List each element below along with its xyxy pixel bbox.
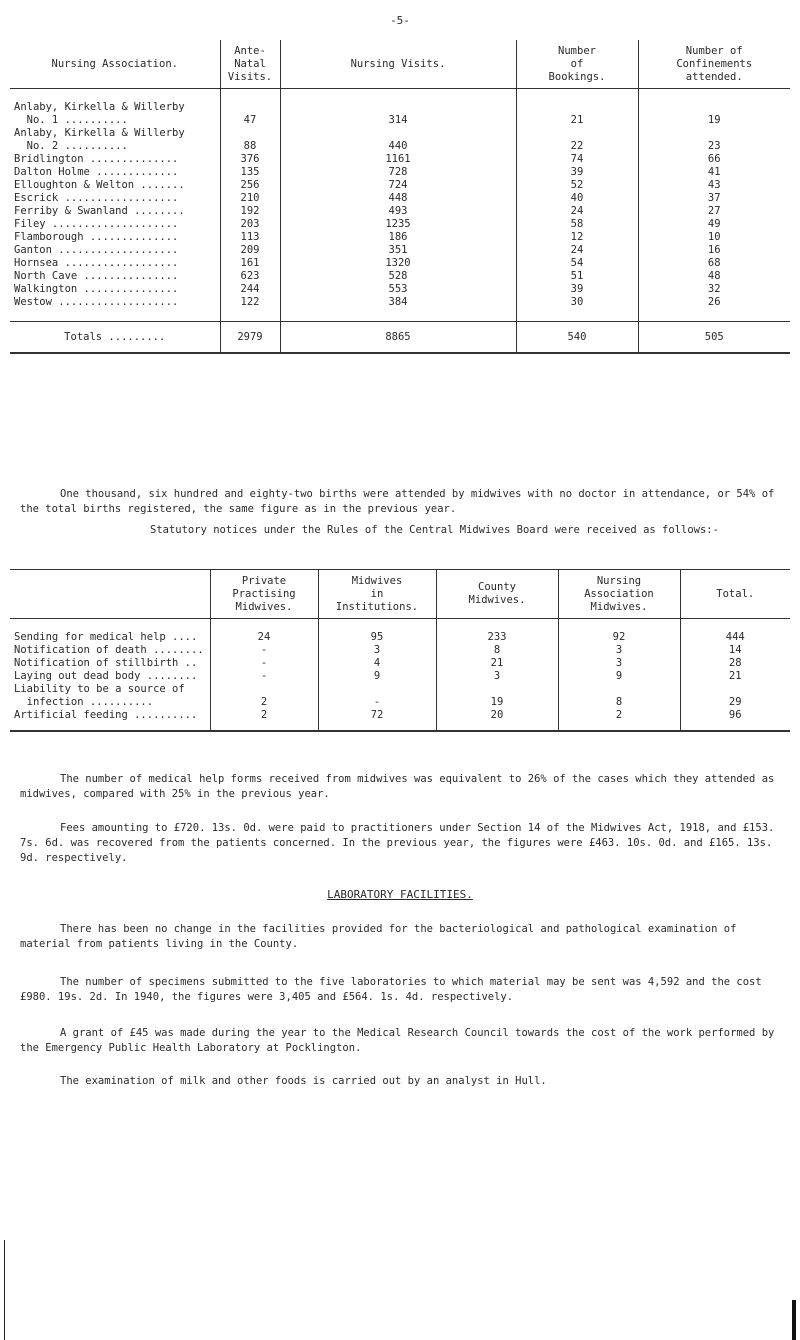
header-nursing-association-midwives: Nursing Association Midwives. (558, 570, 680, 619)
county-count: 3 (436, 670, 558, 683)
totals-label: Totals ......... (10, 322, 220, 354)
confinements: 43 (638, 179, 790, 192)
association-name: Bridlington .............. (14, 153, 179, 165)
association-name: North Cave ............... (14, 270, 179, 282)
nursing-association-table (10, 40, 790, 354)
ante-natal-visits: 113 (220, 231, 280, 244)
nursing-visits: 351 (280, 244, 516, 257)
ante-natal-visits: 122 (220, 296, 280, 322)
confinements: 41 (638, 166, 790, 179)
confinements: 26 (638, 296, 790, 322)
paragraph-facilities: There has been no change in the facilities provided for the bacteriological and pathological examination of material from patients living in the County. (20, 923, 737, 950)
table-row (10, 179, 790, 192)
association-name: Walkington ............... (14, 283, 179, 295)
notice-type: Artificial feeding .......... (10, 709, 210, 731)
page-number: -5- (390, 14, 410, 27)
association-name: Anlaby, Kirkella & Willerby No. 2 .......... (14, 127, 185, 152)
ante-natal-visits: 47 (220, 89, 280, 128)
totals-confinements: 505 (638, 322, 790, 354)
ante-natal-visits: 209 (220, 244, 280, 257)
notice-type: Sending for medical help .... (14, 631, 198, 643)
notice-type: Notification of stillbirth .. (14, 657, 198, 669)
association-name: Filey .................... (14, 218, 179, 230)
ante-natal-visits: 244 (220, 283, 280, 296)
confinements: 68 (638, 257, 790, 270)
private-practising-count: 24 (210, 619, 318, 645)
header-number-of-bookings: Number of Bookings. (516, 40, 638, 89)
table-row (10, 296, 790, 322)
bookings: 21 (516, 89, 638, 128)
institutions-count: 95 (318, 619, 436, 645)
header-nursing-visits: Nursing Visits. (280, 40, 516, 89)
notice-type: Notification of death ........ (14, 644, 204, 656)
table-row (10, 657, 790, 670)
header-number-of-confinements: Number of Confinements attended. (638, 40, 790, 89)
institutions-count: - (318, 683, 436, 709)
header-nursing-association: Nursing Association. (10, 40, 220, 89)
nursing-visits: 1235 (280, 218, 516, 231)
bookings: 58 (516, 218, 638, 231)
institutions-count: 72 (318, 709, 436, 731)
bookings: 30 (516, 296, 638, 322)
bookings: 52 (516, 179, 638, 192)
ante-natal-visits: 135 (220, 166, 280, 179)
total-count: 96 (680, 709, 790, 731)
nursing-visits: 314 (280, 89, 516, 128)
county-count: 8 (436, 644, 558, 657)
notice-type: Laying out dead body ........ (14, 670, 198, 682)
paragraph-grant: A grant of £45 was made during the year to the Medical Research Council towards the cost of the work performed by the Emergency Public Health Laboratory at Pocklington. (20, 1027, 775, 1054)
total-count: 29 (680, 683, 790, 709)
institutions-count: 9 (318, 670, 436, 683)
private-practising-count: 2 (210, 709, 318, 731)
header-private-practising-midwives: Private Practising Midwives. (210, 570, 318, 619)
table-row (10, 644, 790, 657)
nursing-visits: 528 (280, 270, 516, 283)
table-row (10, 670, 790, 683)
table-row (10, 205, 790, 218)
nursing-visits: 728 (280, 166, 516, 179)
totals-ante-natal: 2979 (220, 322, 280, 354)
private-practising-count: - (210, 657, 318, 670)
header-notice-type (10, 570, 210, 619)
bookings: 40 (516, 192, 638, 205)
table-row (10, 153, 790, 166)
bookings: 22 (516, 127, 638, 153)
bookings: 12 (516, 231, 638, 244)
association-name: Hornsea .................. (14, 257, 179, 269)
paragraph-fees: Fees amounting to £720. 13s. 0d. were paid to practitioners under Section 14 of the Midwives Act, 1918, and £153. 7s. 6d. was recovered from the patients concerned. In the previous year, the figures were £463. 10s. 0d. and £165. 13s. 9d. respectively. (20, 822, 775, 864)
association-name: Escrick .................. (14, 192, 179, 204)
table-row (10, 166, 790, 179)
nursing-visits: 724 (280, 179, 516, 192)
paragraph-specimens: The number of specimens submitted to the five laboratories to which material may be sent was 4,592 and the cost £980. 19s. 2d. In 1940, the figures were 3,405 and £564. 1s. 4d. respectively. (20, 976, 762, 1003)
header-total: Total. (680, 570, 790, 619)
table-row (10, 709, 790, 731)
table-header-row (10, 570, 790, 619)
private-practising-count: 2 (210, 683, 318, 709)
table-row (10, 619, 790, 645)
nursing-visits: 448 (280, 192, 516, 205)
paragraph-medical-help-forms: The number of medical help forms received from midwives was equivalent to 26% of the cases which they attended as midwives, compared with 25% in the previous year. (20, 773, 775, 800)
confinements: 27 (638, 205, 790, 218)
bookings: 74 (516, 153, 638, 166)
confinements: 49 (638, 218, 790, 231)
ante-natal-visits: 192 (220, 205, 280, 218)
statutory-notices-table (10, 569, 790, 732)
paragraph-births: One thousand, six hundred and eighty-two births were attended by midwives with no doctor in attendance, or 54% of the total births registered, the same figure as in the previous year. (20, 488, 775, 515)
nursing-visits: 1161 (280, 153, 516, 166)
confinements: 23 (638, 127, 790, 153)
county-count: 19 (436, 683, 558, 709)
nursing-visits: 440 (280, 127, 516, 153)
private-practising-count: - (210, 670, 318, 683)
institutions-count: 4 (318, 657, 436, 670)
bookings: 39 (516, 166, 638, 179)
scan-margin-line (4, 1240, 5, 1340)
private-practising-count: - (210, 644, 318, 657)
totals-nursing-visits: 8865 (280, 322, 516, 354)
table-row (10, 283, 790, 296)
nursing-association-count: 3 (558, 644, 680, 657)
total-count: 14 (680, 644, 790, 657)
table-row (10, 89, 790, 128)
header-county-midwives: County Midwives. (436, 570, 558, 619)
confinements: 10 (638, 231, 790, 244)
table-row (10, 257, 790, 270)
total-count: 444 (680, 619, 790, 645)
bookings: 24 (516, 244, 638, 257)
table-row (10, 192, 790, 205)
confinements: 19 (638, 89, 790, 128)
association-name: Westow ................... (14, 296, 179, 308)
ante-natal-visits: 88 (220, 127, 280, 153)
notice-type: Liability to be a source of infection .......... (14, 683, 185, 708)
institutions-count: 3 (318, 644, 436, 657)
section-heading: LABORATORY FACILITIES. (327, 888, 473, 901)
confinements: 16 (638, 244, 790, 257)
header-midwives-in-institutions: Midwives in Institutions. (318, 570, 436, 619)
totals-bookings: 540 (516, 322, 638, 354)
nursing-visits: 1320 (280, 257, 516, 270)
total-count: 28 (680, 657, 790, 670)
paragraph-statutory-notices: Statutory notices under the Rules of the Central Midwives Board were received as follows:- (150, 524, 719, 536)
table-row (10, 683, 790, 709)
bookings: 24 (516, 205, 638, 218)
confinements: 66 (638, 153, 790, 166)
nursing-association-count: 8 (558, 683, 680, 709)
nursing-visits: 186 (280, 231, 516, 244)
association-name: Dalton Holme ............. (14, 166, 179, 178)
table-row (10, 231, 790, 244)
table-header-row (10, 40, 790, 89)
bookings: 51 (516, 270, 638, 283)
table-row (10, 127, 790, 153)
association-name: Ferriby & Swanland ........ (14, 205, 185, 217)
ante-natal-visits: 203 (220, 218, 280, 231)
table-row (10, 218, 790, 231)
association-name: Ganton ................... (14, 244, 179, 256)
ante-natal-visits: 210 (220, 192, 280, 205)
nursing-visits: 493 (280, 205, 516, 218)
nursing-visits: 384 (280, 296, 516, 322)
county-count: 21 (436, 657, 558, 670)
association-name: Flamborough .............. (14, 231, 179, 243)
ante-natal-visits: 623 (220, 270, 280, 283)
ante-natal-visits: 376 (220, 153, 280, 166)
bookings: 39 (516, 283, 638, 296)
county-count: 233 (436, 619, 558, 645)
bookings: 54 (516, 257, 638, 270)
confinements: 37 (638, 192, 790, 205)
association-name: Anlaby, Kirkella & Willerby No. 1 .......... (14, 101, 185, 126)
association-name: Elloughton & Welton ....... (14, 179, 185, 191)
header-ante-natal-visits: Ante- Natal Visits. (220, 40, 280, 89)
confinements: 32 (638, 283, 790, 296)
county-count: 20 (436, 709, 558, 731)
table-row (10, 244, 790, 257)
ante-natal-visits: 161 (220, 257, 280, 270)
scan-margin-mark (792, 1300, 796, 1340)
total-count: 21 (680, 670, 790, 683)
nursing-association-count: 92 (558, 619, 680, 645)
confinements: 48 (638, 270, 790, 283)
nursing-visits: 553 (280, 283, 516, 296)
ante-natal-visits: 256 (220, 179, 280, 192)
nursing-association-count: 9 (558, 670, 680, 683)
nursing-association-count: 2 (558, 709, 680, 731)
nursing-association-count: 3 (558, 657, 680, 670)
paragraph-milk-examination: The examination of milk and other foods is carried out by an analyst in Hull. (60, 1075, 547, 1087)
table-row (10, 270, 790, 283)
totals-row (10, 322, 790, 354)
